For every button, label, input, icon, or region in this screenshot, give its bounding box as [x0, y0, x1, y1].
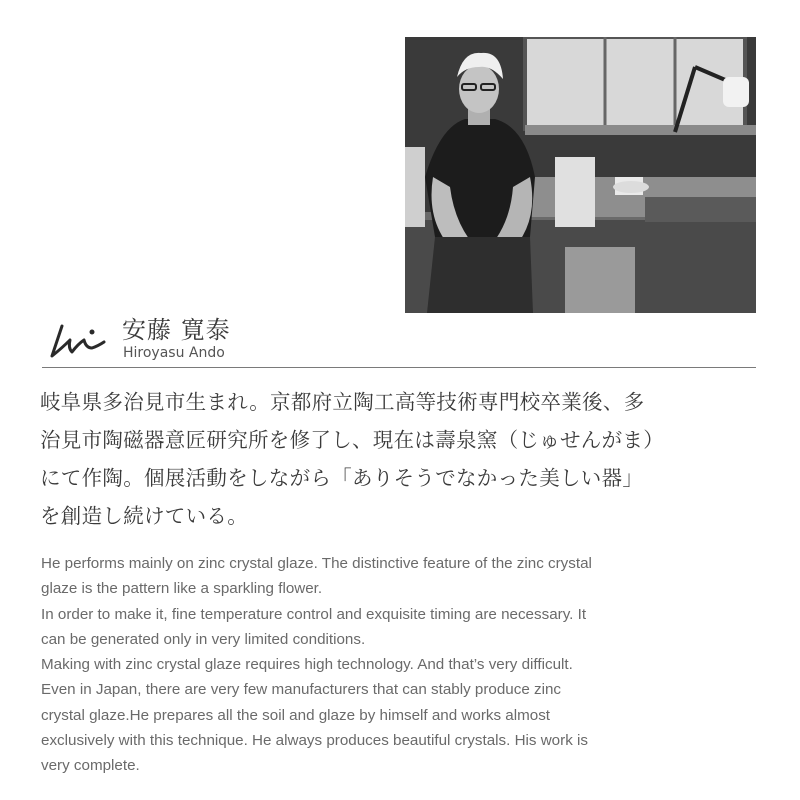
bio-en-line: can be generated only in very limited conditions. [41, 630, 366, 648]
signature-logo [48, 318, 108, 362]
bio-en-line: very complete. [41, 757, 140, 775]
bio-en-line: crystal glaze.He prepares all the soil and glaze by himself and works almost [41, 706, 551, 724]
biography-japanese [40, 383, 762, 535]
bio-en-line: Even in Japan, there are very few manufacturers that can stably produce zinc [41, 681, 562, 699]
bio-ja-line: を創造し続けている。 [40, 504, 248, 528]
artist-photo [405, 37, 756, 313]
artist-photo-graphic [405, 37, 756, 313]
artist-name-english: Hiroyasu Ando [123, 345, 225, 361]
bio-en-line: glaze is the pattern like a sparkling flower. [41, 580, 323, 598]
bio-en-line: In order to make it, fine temperature control and exquisite timing are necessary. It [41, 605, 587, 623]
artist-name-japanese: 安藤 寛泰 [122, 316, 231, 344]
bio-en-line: exclusively with this technique. He always produces beautiful crystals. His work is [41, 732, 588, 750]
bio-ja-line: 岐阜県多治見市生まれ。京都府立陶工高等技術専門校卒業後、多 [40, 390, 645, 414]
divider [42, 367, 756, 368]
biography-english [41, 551, 766, 779]
bio-en-line: He performs mainly on zinc crystal glaze. The distinctive feature of the zinc crystal [41, 555, 592, 572]
bio-ja-line: 治見市陶磁器意匠研究所を修了し、現在は壽泉窯（じゅせんがま） [40, 428, 664, 452]
bio-en-line: Making with zinc crystal glaze requires high technology. And that’s very difficult. [41, 656, 573, 674]
bio-ja-line: にて作陶。個展活動をしながら「ありそうでなかった美しい器」 [40, 466, 644, 490]
